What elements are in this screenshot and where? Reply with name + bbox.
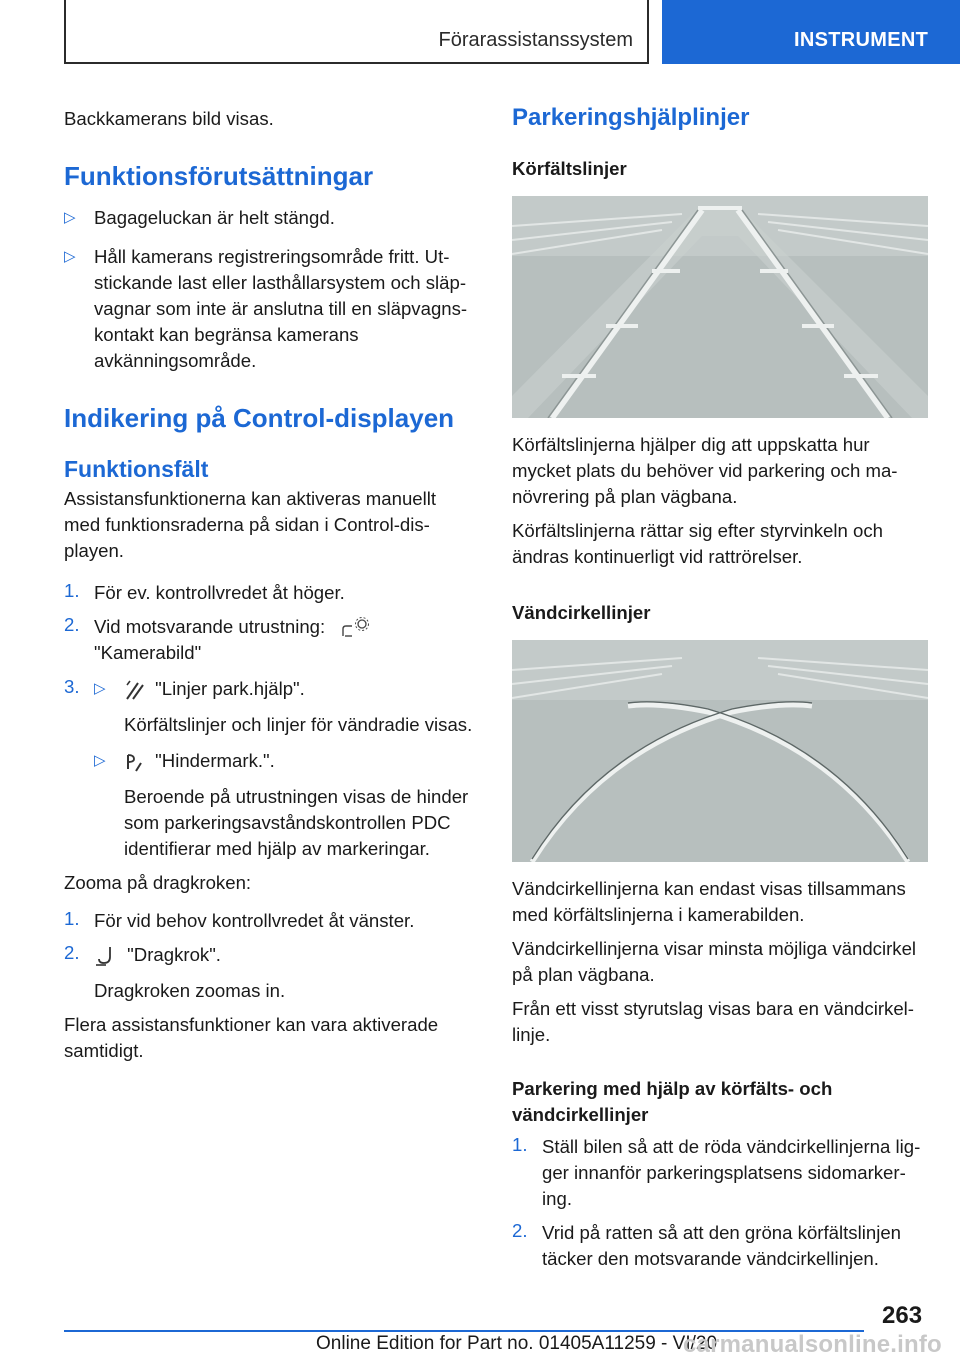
bullet-triangle-icon: ▷ — [64, 209, 76, 226]
req-item-2: ▷ Håll kamerans registreringsområde fritt. Ut- stickande last eller lasthållarsystem och släp- vagnar som inte är anslutna till en släpvagns- kontakt kan begränsa kamerans avkänningsområde. — [64, 246, 468, 371]
step-number: 2. — [512, 1220, 528, 1241]
header-section-title: Förarassistanssystem — [438, 29, 633, 51]
step-2: 2. Vid motsvarande utrustning: "Kamerabild" — [64, 614, 476, 666]
step-number: 2. — [64, 614, 80, 635]
park-step-1: 1. Ställ bilen så att de röda vändcirkellinjerna lig- ger innanför parkeringsplatsens sidomarker- ing. — [512, 1134, 921, 1209]
bullet-triangle-icon: ▷ — [94, 752, 106, 770]
camera-settings-icon — [340, 616, 372, 640]
bullet-triangle-icon: ▷ — [94, 680, 106, 698]
lane-lines-illustration — [512, 196, 928, 418]
turn-paragraph-2: Vändcirkellinjerna visar minsta möjliga vändcirkel på plan vägbana. — [512, 938, 917, 985]
turn-paragraph-3: Från ett visst styrutslag visas bara en vändcirkel- linje. — [512, 998, 914, 1045]
header-section-box — [64, 0, 649, 64]
left-column — [64, 100, 476, 1064]
tow-hook-icon — [94, 945, 118, 967]
lane-paragraph-2: Körfältslinjerna rättar sig efter styrvinkeln och ändras kontinuerligt vid rattrörelser. — [512, 520, 883, 567]
heading-function-fields: Funktionsfält — [64, 456, 209, 482]
header-chapter-tab — [662, 0, 960, 64]
zoom-title: Zooma på dragkroken: — [64, 872, 252, 894]
turn-paragraph-1: Vändcirkellinjerna kan endast visas tillsammans med körfältslinjerna i kamerabilden. — [512, 878, 906, 925]
heading-control-display: Indikering på Control-displayen — [64, 403, 455, 433]
step-number: 2. — [64, 942, 80, 964]
heading-parking-lines: Parkeringshjälplinjer — [512, 104, 750, 131]
step-3b: ▷ "Hindermark.". Beroende på utrustningen visas de hinder som parkeringsavståndskontrollen PDC identifierar med hjälp av markeringar. — [94, 750, 469, 860]
heading-turn-lines: Vändcirkellinjer — [512, 602, 651, 623]
watermark: carmanualsonline.info — [683, 1331, 942, 1358]
obstacle-marking-icon — [124, 751, 146, 773]
step-1: 1. För ev. kontrollvredet åt höger. — [64, 580, 345, 603]
zoom-step-2: 2. "Dragkrok". Dragkroken zoomas in. — [64, 942, 286, 1002]
heading-lane-lines: Körfältslinjer — [512, 158, 627, 179]
footer-edition: Online Edition for Part no. 01405A11259 - VI/20 — [316, 1333, 718, 1354]
step-number: 3. — [64, 676, 80, 698]
page-number: 263 — [882, 1302, 923, 1329]
step-number: 1. — [64, 908, 80, 930]
intro-text: Backkamerans bild visas. — [64, 108, 274, 129]
heading-parking-with-lines: Parkering med hjälp av körfälts- och vändcirkellinjer — [512, 1078, 833, 1125]
step-number: 1. — [64, 580, 80, 601]
park-step-2: 2. Vrid på ratten så att den gröna körfältslinjen täcker den motsvarande vändcirkellinjen. — [512, 1220, 902, 1269]
header-chapter-title: INSTRUMENT — [794, 29, 929, 51]
bullet-triangle-icon: ▷ — [64, 248, 76, 265]
closing-paragraph: Flera assistansfunktioner kan vara aktiverade samtidigt. — [64, 1014, 439, 1062]
req-item-1: ▷ Bagageluckan är helt stängd. — [64, 207, 335, 228]
step-3 — [64, 676, 476, 862]
heading-requirements: Funktionsförutsättningar — [64, 161, 374, 191]
step-number: 1. — [512, 1134, 528, 1155]
right-column — [512, 100, 928, 1272]
parking-lines-icon — [124, 679, 146, 701]
step-3a: ▷ "Linjer park.hjälp". Körfältslinjer och linjer för vändradie visas. — [94, 678, 473, 736]
fields-paragraph: Assistansfunktionerna kan aktiveras manuellt med funktionsraderna på sidan i Control-dis- playen. — [64, 488, 437, 561]
zoom-step-1: 1. För vid behov kontrollvredet åt vänster. — [64, 908, 415, 932]
turn-circle-illustration — [512, 640, 928, 862]
lane-paragraph-1: Körfältslinjerna hjälper dig att uppskatta hur mycket plats du behöver vid parkering och ma- növrering på plan vägbana. — [512, 434, 898, 507]
